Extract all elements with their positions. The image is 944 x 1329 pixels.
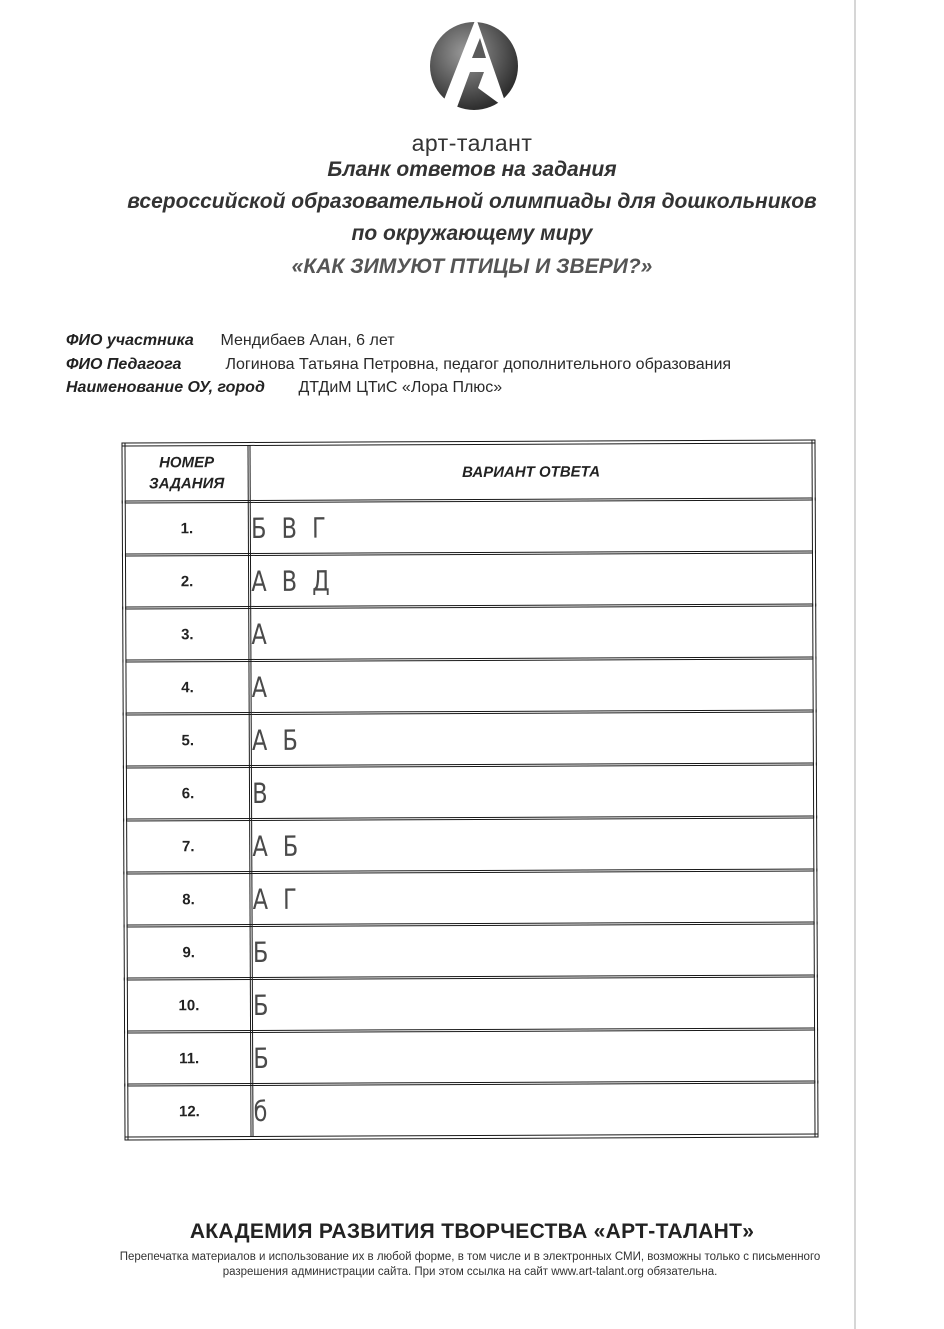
table-row [125, 764, 815, 820]
col-answer-header: ВАРИАНТ ОТВЕТА [249, 441, 814, 501]
table-row [126, 1082, 816, 1139]
participant-label: ФИО участника [66, 332, 194, 349]
teacher-label: ФИО Педагога [66, 356, 182, 373]
footer-title: АКАДЕМИЯ РАЗВИТИЯ ТВОРЧЕСТВА «АРТ-ТАЛАНТ» [189, 1220, 755, 1243]
olympiad-name: «КАК ЗИМУЮТ ПТИЦЫ И ЗВЕРИ?» [291, 255, 653, 278]
table-row [125, 817, 815, 873]
task-number: 7. [125, 819, 251, 873]
answer-cell: Б [251, 923, 703, 978]
task-number: 6. [125, 766, 251, 820]
answer-cell: А [250, 658, 702, 713]
document-title-line-2: всероссийской образовательной олимпиады для дошкольников [127, 190, 817, 213]
answer-cell: б [252, 1082, 704, 1137]
answer-cell: А Б [250, 711, 702, 766]
teacher-value: Логинова Татьяна Петровна, педагог дополнительного образования [225, 356, 732, 373]
art-talant-logo [426, 14, 522, 114]
answer-cell: А В Д [249, 552, 701, 607]
answer-cell: В [250, 764, 702, 819]
table-row [124, 605, 814, 661]
task-number: 2. [124, 554, 250, 608]
table-row [126, 976, 816, 1032]
participant-row [66, 332, 395, 350]
answer-cell: Б [252, 1029, 704, 1084]
document-title-line-3: по окружающему миру [351, 222, 593, 245]
task-number: 3. [124, 607, 250, 661]
answer-cell: А Г [251, 870, 703, 925]
answer-cell: А Б [251, 817, 703, 872]
task-number: 1. [124, 501, 250, 555]
footer-note: Перепечатка материалов и использование их в любой форме, в том числе и в электронных СМИ, возможны только с письменного разрешения администрации сайта. При этом ссылка на сайт www.art-talant.org обязательна. [119, 1251, 821, 1278]
task-number: 9. [126, 925, 252, 979]
school-row [66, 379, 502, 397]
task-number: 8. [125, 872, 251, 926]
table-row [126, 923, 816, 979]
col-num-header-line-2: ЗАДАНИЯ [148, 475, 225, 493]
document-title-line-1: Бланк ответов на задания [327, 158, 617, 181]
task-number: 11. [126, 1031, 252, 1085]
school-label: Наименование ОУ, город [66, 379, 265, 396]
table-row [126, 1029, 816, 1085]
answer-table [121, 439, 818, 1140]
participant-value: Мендибаев Алан, 6 лет [220, 332, 395, 349]
col-num-header [123, 444, 249, 502]
answer-cell: А [250, 605, 702, 660]
answer-cell: Б В Г [249, 499, 701, 554]
task-number: 10. [126, 978, 252, 1032]
table-row [124, 658, 814, 714]
brand-name: арт-талант [411, 130, 533, 156]
task-number: 4. [124, 660, 250, 714]
school-value: ДТДиМ ЦТиС «Лора Плюс» [298, 379, 503, 396]
answer-cell: Б [251, 976, 703, 1031]
table-row [124, 499, 814, 555]
table-row [124, 552, 814, 608]
task-number: 5. [125, 713, 251, 767]
teacher-row [66, 356, 731, 374]
task-number: 12. [126, 1084, 252, 1138]
table-row [125, 711, 815, 767]
col-num-header-line-1: НОМЕР [159, 454, 215, 472]
table-row [125, 870, 815, 926]
